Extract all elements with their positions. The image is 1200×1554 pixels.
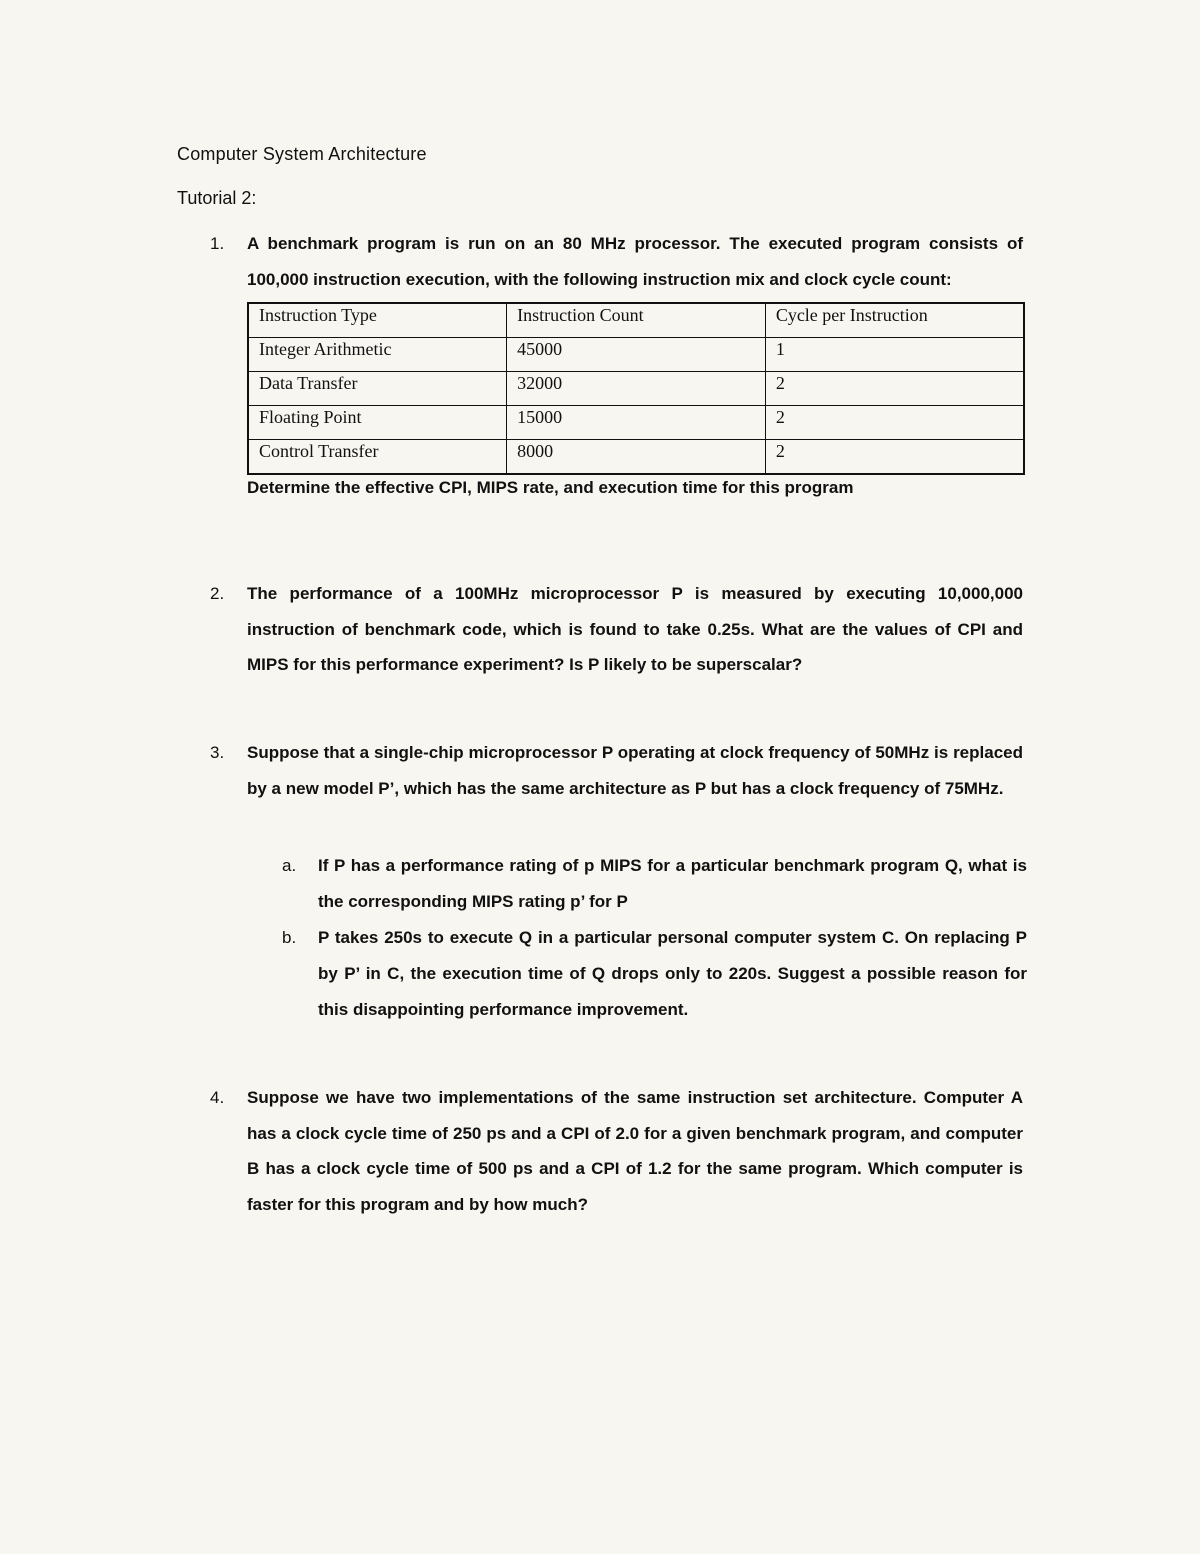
table-cell: Control Transfer [248,440,507,475]
table-header-cell: Cycle per Instruction [765,303,1024,338]
table-cell: 2 [765,372,1024,406]
question-text: Suppose that a single-chip microprocessor P operating at clock frequency of 50MHz is replaced by a new model P’, which has the same architecture as P but has a clock frequency of 75MHz. [247,743,1023,798]
table-cell: 1 [765,338,1024,372]
table-header-cell: Instruction Type [248,303,507,338]
subitem-letter: a. [282,856,297,875]
tutorial-heading: Tutorial 2: [177,188,257,208]
table-row [248,440,1024,475]
table-header-row [248,303,1024,338]
question-number: 2. [210,584,225,603]
table-cell: 8000 [507,440,766,475]
table-cell: 2 [765,440,1024,475]
table-cell: 15000 [507,406,766,440]
subitem-text: If P has a performance rating of p MIPS for a particular benchmark program Q, what is the corresponding MIPS rating p’ for P [318,856,1027,911]
subitem-a [282,848,1027,920]
subitem-text: P takes 250s to execute Q in a particular personal computer system C. On replacing P by P’ in C, the execution time of Q drops only to 220s. Suggest a possible reason for this disappointing performance improvement. [318,928,1027,1019]
document-title: Computer System Architecture [177,144,427,164]
question-text: Suppose we have two implementations of the same instruction set architecture. Computer A has a clock cycle time of 250 ps and a CPI of 2.0 for a given benchmark program, and computer B has a clock cycle time of 500 ps and a CPI of 1.2 for the same program. Which computer is faster for this program and by how much? [247,1088,1023,1214]
question-number: 1. [210,234,225,253]
table-header-cell: Instruction Count [507,303,766,338]
table-cell: 2 [765,406,1024,440]
table-row [248,372,1024,406]
table-cell: Data Transfer [248,372,507,406]
table-cell: Floating Point [248,406,507,440]
table-cell: Integer Arithmetic [248,338,507,372]
subitem-letter: b. [282,928,297,947]
question-3-subitems [282,848,1027,1028]
table-row [248,338,1024,372]
question-text: A benchmark program is run on an 80 MHz processor. The executed program consists of 100,000 instruction execution, with the following instruction mix and clock cycle count: [247,234,1023,289]
table-cell: 45000 [507,338,766,372]
question-number: 4. [210,1088,225,1107]
subitem-b [282,920,1027,1028]
question-1-followup: Determine the effective CPI, MIPS rate, and execution time for this program [247,478,854,497]
question-number: 3. [210,743,225,762]
question-text: The performance of a 100MHz microprocessor P is measured by executing 10,000,000 instruction of benchmark code, which is found to take 0.25s. What are the values of CPI and MIPS for this performance experiment? Is P likely to be superscalar? [247,584,1023,674]
instruction-mix-table [247,302,1025,475]
table-cell: 32000 [507,372,766,406]
table-row [248,406,1024,440]
